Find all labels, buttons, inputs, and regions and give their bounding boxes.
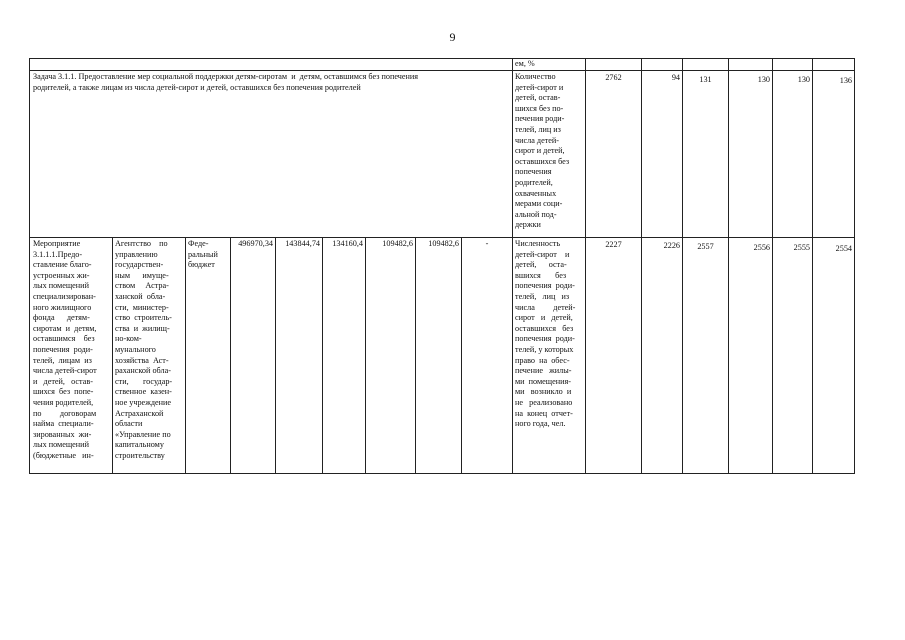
measure-value-year-3: 2556: [753, 243, 770, 252]
column-divider: [682, 58, 683, 473]
column-divider: [641, 58, 642, 473]
column-divider: [322, 237, 323, 473]
amount-total: 496970,34: [238, 239, 273, 248]
task-title: Задача 3.1.1. Предоставление мер социальной поддержки детям-сиротам и детям, оставшимся без попечения родителей, а также лицам из числа детей-сирот и детей, оставшихся без попечения родителей: [33, 72, 419, 92]
measure-value-year-1: 2226: [663, 241, 680, 250]
task-value-year-2: 131: [699, 75, 712, 84]
amount-year-2: 134160,4: [332, 239, 363, 248]
table-right-border: [854, 58, 855, 473]
task-indicator: Количество детей-сирот и детей, остав- шихся без по- печения роди- телей, лиц из числа детей- сирот и детей, оставшихся без попечения родителей, охваченных мерами соци- альной под- держки: [515, 72, 570, 230]
funding-source: Феде- ральный бюджет: [188, 239, 218, 270]
page-number: 9: [449, 30, 456, 44]
column-divider: [812, 58, 813, 473]
amount-year-1: 143844,74: [285, 239, 320, 248]
task-value-base: 2762: [605, 73, 622, 82]
measure-value-base: 2227: [605, 240, 622, 249]
measure-value-year-5: 2554: [835, 244, 852, 253]
task-value-year-4: 130: [797, 75, 810, 84]
indicator-unit-continuation: ем, %: [515, 59, 535, 68]
measure-value-year-4: 2555: [793, 243, 810, 252]
measure-name: Мероприятие 3.1.1.1.Предо- ставление благо- устроенных жи- лых помещений специализирован- ного жилищного фонда детям- сиротам и детям, оставшимся без попечения роди- телей, лицам из числа детей-сирот и детей, остав- шихся без попе- чения родителей, по договорам найма специали- зированных жи- лых помещений (бюджетные ин-: [33, 239, 97, 460]
column-divider: [461, 237, 462, 473]
amount-year-3: 109482,6: [382, 239, 413, 248]
column-divider: [365, 237, 366, 473]
task-value-year-3: 130: [757, 75, 770, 84]
table-left-border: [29, 58, 30, 473]
task-value-year-1: 94: [671, 73, 680, 82]
column-divider: [728, 58, 729, 473]
measure-executor: Агентство по управлению государствен- ным имуще- ством Астра- ханской обла- сти, министер- ство строитель- ства и жилищ- но-ком- мунального хозяйства Аст- раханской обла- сти, государ- ственное казен- ное учреждение Астраханской области «Управление по капитальному строительству: [115, 239, 173, 460]
column-divider: [275, 237, 276, 473]
amount-year-5: -: [485, 239, 489, 248]
column-divider: [585, 58, 586, 473]
column-divider: [415, 237, 416, 473]
table-top-border: [29, 58, 855, 59]
task-value-year-5: 136: [839, 76, 852, 85]
table-bottom-border: [29, 473, 855, 474]
amount-year-4: 109482,6: [428, 239, 459, 248]
measure-indicator: Численность детей-сирот и детей, оста- вшихся без попечения роди- телей, лиц из числа детей- сирот и детей, оставшихся без попечения роди- телей, у которых право на обес- печение жилы- ми помещения- ми возникло и не реализовано на конец отчет- ного года, чел.: [515, 239, 576, 429]
measure-value-year-2: 2557: [697, 242, 714, 251]
column-divider: [772, 58, 773, 473]
column-divider: [230, 237, 231, 473]
